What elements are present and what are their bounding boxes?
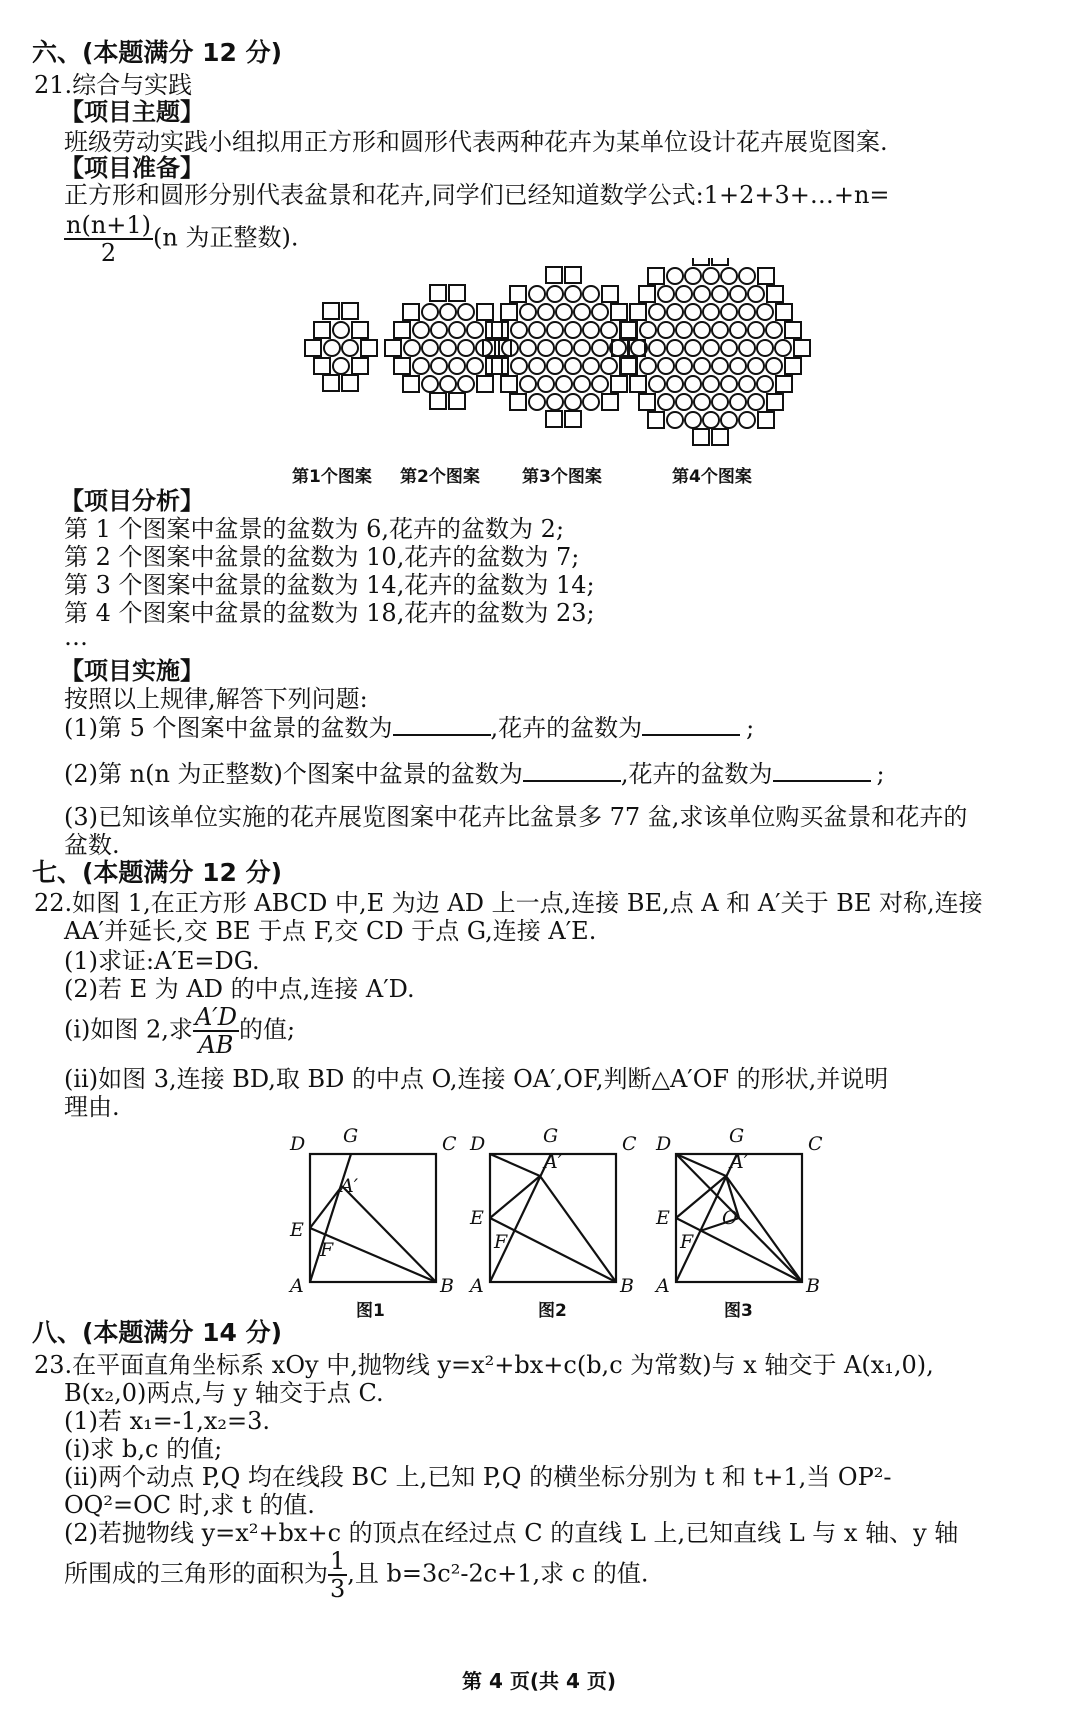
fig2-label-E: E xyxy=(470,1207,484,1229)
fig2-label-A1: A′ xyxy=(544,1151,563,1173)
section-7-heading: 七、(本题满分 12 分) xyxy=(32,858,283,887)
q21-part-1-text-b: ,花卉的盆数为 xyxy=(490,714,643,742)
q21-part-3a: (3)已知该单位实施的花卉展览图案中花卉比盆景多 77 盆,求该单位购买盆景和花卉的 xyxy=(64,803,968,831)
q22-part-2i-text: (ⅰ)如图 2,求 xyxy=(64,1015,193,1044)
fig2-label-D: D xyxy=(470,1133,486,1155)
fig3-label-D: D xyxy=(656,1133,672,1155)
section-8-heading: 八、(本题满分 14 分) xyxy=(32,1318,283,1347)
q21-part-3b: 盆数. xyxy=(64,831,120,859)
analysis-line-3: 第 3 个图案中盆景的盆数为 14,花卉的盆数为 14; xyxy=(64,571,595,599)
figure-caption-1: 图1 xyxy=(356,1301,385,1321)
formula-numerator: n(n+1) xyxy=(66,211,152,239)
q21-part-2-text: (2)第 n(n 为正整数)个图案中盆景的盆数为 xyxy=(64,760,523,788)
impl-label: 【项目实施】 xyxy=(60,657,204,685)
fig1-label-D: D xyxy=(290,1133,306,1155)
fig3-line-DA1 xyxy=(676,1154,726,1176)
impl-text: 按照以上规律,解答下列问题: xyxy=(64,685,368,713)
pattern-caption-4: 第4个图案 xyxy=(672,467,752,487)
fig1-label-E: E xyxy=(290,1219,304,1241)
q21-part-2-end: ; xyxy=(876,760,885,788)
fig3-label-C: C xyxy=(808,1133,823,1155)
analysis-line-1: 第 1 个图案中盆景的盆数为 6,花卉的盆数为 2; xyxy=(64,515,565,543)
q21-title: 21.综合与实践 xyxy=(34,71,193,99)
q22-part-2ii-b: 理由. xyxy=(64,1093,120,1121)
fig2-square xyxy=(490,1154,616,1282)
fig3-label-A1: A′ xyxy=(730,1151,749,1173)
q22-part-2ii-a: (ⅱ)如图 3,连接 BD,取 BD 的中点 O,连接 OA′,OF,判断△A′OF 的形状,并说明 xyxy=(64,1065,889,1093)
analysis-ellipsis: … xyxy=(64,623,88,651)
q23-part-2b-end: ,且 b=3c²-2c+1,求 c 的值. xyxy=(347,1559,649,1588)
analysis-label: 【项目分析】 xyxy=(60,487,204,515)
fig1-line-EA1 xyxy=(310,1186,342,1228)
q23-part-2a: (2)若抛物线 y=x²+bx+c 的顶点在经过点 C 的直线 L 上,已知直线 L 与 x 轴、y 轴 xyxy=(64,1519,959,1547)
fig3-line-A1B xyxy=(726,1176,802,1282)
figure-caption-2: 图2 xyxy=(538,1301,567,1321)
fig2-line-EA1 xyxy=(490,1176,540,1218)
fig3-label-G: G xyxy=(729,1125,745,1147)
fig2-label-B: B xyxy=(620,1275,634,1297)
prep-label: 【项目准备】 xyxy=(60,154,204,182)
analysis-line-4: 第 4 个图案中盆景的盆数为 18,花卉的盆数为 23; xyxy=(64,599,595,627)
fig3-label-B: B xyxy=(806,1275,820,1297)
q23-part-2b-text: 所围成的三角形的面积为 xyxy=(64,1559,328,1588)
q21-part-2-text-b: ,花卉的盆数为 xyxy=(620,760,773,788)
fig2-label-A: A xyxy=(470,1275,484,1297)
prep-text-b: (n 为正整数). xyxy=(153,223,299,252)
q22-part-2i-end: 的值; xyxy=(238,1015,296,1044)
ratio-numerator: A′D xyxy=(194,1003,237,1031)
fig1-label-G: G xyxy=(343,1125,359,1147)
fig2-line-DA1 xyxy=(490,1154,540,1176)
section-6-heading: 六、(本题满分 12 分) xyxy=(32,38,283,67)
fig3-label-E: E xyxy=(656,1207,670,1229)
q22-part-2: (2)若 E 为 AD 的中点,连接 A′D. xyxy=(64,975,415,1003)
figure-caption-3: 图3 xyxy=(724,1301,753,1321)
fig3-label-O: O xyxy=(722,1207,738,1229)
fig1-label-B: B xyxy=(440,1275,454,1297)
fig1-line-AG xyxy=(310,1154,351,1282)
q23-part-1ii-b: OQ²=OC 时,求 t 的值. xyxy=(64,1491,315,1519)
theme-label: 【项目主题】 xyxy=(60,98,204,126)
q23-part-2b xyxy=(64,1548,649,1602)
fig1-label-A: A xyxy=(290,1275,304,1297)
area-denominator: 3 xyxy=(330,1575,346,1603)
q23-part-1i: (ⅰ)求 b,c 的值; xyxy=(64,1435,223,1463)
area-fraction xyxy=(328,1548,347,1602)
fig3-label-A: A xyxy=(656,1275,670,1297)
page-footer: 第 4 页(共 4 页) xyxy=(462,1669,616,1693)
fig2-label-F: F xyxy=(494,1231,508,1253)
fig2-label-G: G xyxy=(543,1125,559,1147)
ratio-denominator: AB xyxy=(198,1031,234,1059)
fig2-line-A1B xyxy=(540,1176,616,1282)
theme-text: 班级劳动实践小组拟用正方形和圆形代表两种花卉为某单位设计花卉展览图案. xyxy=(64,128,888,156)
area-numerator: 1 xyxy=(330,1547,346,1575)
fig2-line-AG xyxy=(490,1154,551,1282)
q22-line-b: AA′并延长,交 BE 于点 F,交 CD 于点 G,连接 A′E. xyxy=(64,917,597,945)
q23-part-1: (1)若 x₁=-1,x₂=3. xyxy=(64,1407,271,1435)
q22-part-1: (1)求证:A′E=DG. xyxy=(64,947,260,975)
fig3-line-BE xyxy=(676,1218,802,1282)
fig2-label-C: C xyxy=(622,1133,637,1155)
pattern-caption-1: 第1个图案 xyxy=(292,467,372,487)
prep-text-a: 正方形和圆形分别代表盆景和花卉,同学们已经知道数学公式:1+2+3+…+n= xyxy=(64,181,890,209)
fig1-line-A1B xyxy=(342,1186,436,1282)
fig1-label-A1: A′ xyxy=(340,1175,359,1197)
fig2-line-BE xyxy=(490,1218,616,1282)
fig1-label-F: F xyxy=(320,1239,334,1261)
formula-denominator: 2 xyxy=(100,239,117,267)
fig1-label-C: C xyxy=(442,1133,457,1155)
q21-part-1-text: (1)第 5 个图案中盆景的盆数为 xyxy=(64,714,393,742)
pattern-caption-3: 第3个图案 xyxy=(522,467,602,487)
q22-line-a: 22.如图 1,在正方形 ABCD 中,E 为边 AD 上一点,连接 BE,点 A 和 A′关于 BE 对称,连接 xyxy=(34,889,983,917)
q23-line-b: B(x₂,0)两点,与 y 轴交于点 C. xyxy=(64,1379,384,1407)
analysis-line-2: 第 2 个图案中盆景的盆数为 10,花卉的盆数为 7; xyxy=(64,543,580,571)
q23-line-a: 23.在平面直角坐标系 xOy 中,抛物线 y=x²+bx+c(b,c 为常数)与 x 轴交于 A(x₁,0), xyxy=(34,1351,934,1379)
pattern-caption-2: 第2个图案 xyxy=(400,467,480,487)
q21-part-1-end: ; xyxy=(746,714,755,742)
fig3-label-F: F xyxy=(680,1231,694,1253)
q23-part-1ii-a: (ⅱ)两个动点 P,Q 均在线段 BC 上,已知 P,Q 的横坐标分别为 t 和 t+1,当 OP²- xyxy=(64,1463,892,1491)
